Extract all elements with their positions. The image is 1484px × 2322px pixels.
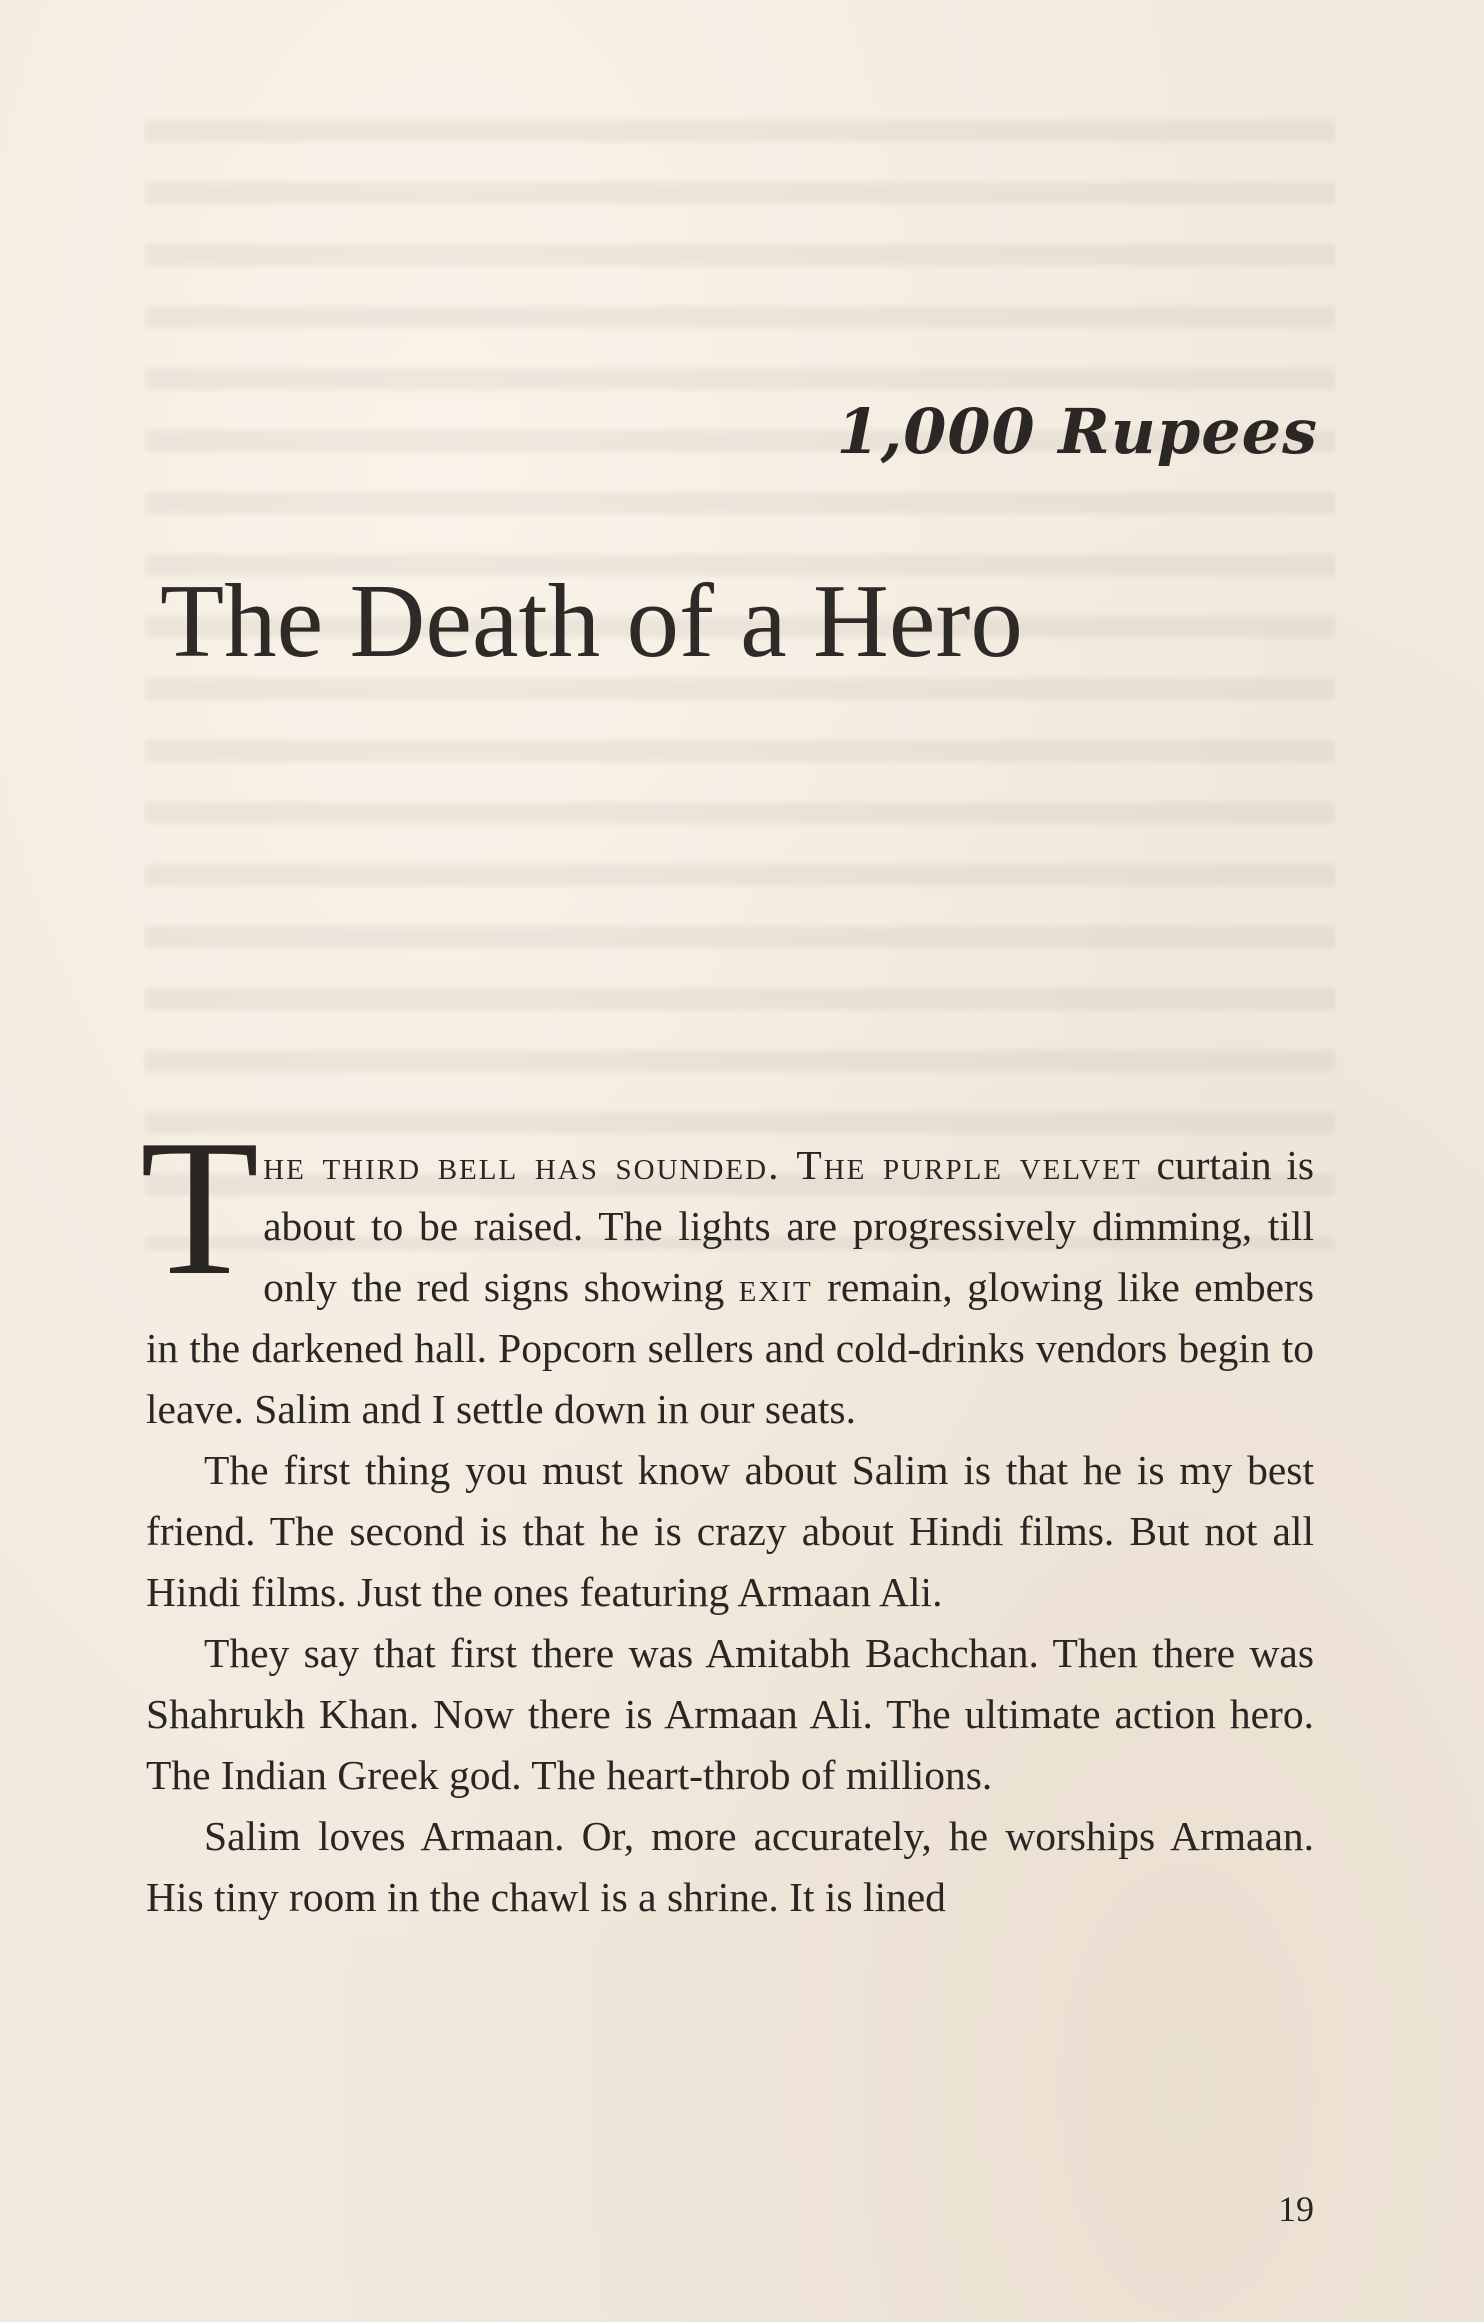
chapter-title: 1,000 Rupees — [836, 395, 1318, 468]
body-paragraph: They say that first there was Amitabh Bachchan. Then there was Shahrukh Khan. Now there is Armaan Ali. The ultimate action hero. The Indian Greek god. The heart-throb of millions. — [146, 1630, 1314, 1798]
opening-smallcaps: he third bell has sounded. The purple velvet — [263, 1142, 1142, 1188]
opening-text-end: remain, glowing like embers in the darkened hall. Popcorn sellers and cold-drinks vendors begin to leave. Salim and I settle down in our seats. — [146, 1264, 1314, 1432]
body-paragraph: Salim loves Armaan. Or, more accurately, he worships Armaan. His tiny room in the chawl is a shrine. It is lined — [146, 1813, 1314, 1920]
drop-cap: T — [140, 1100, 260, 1316]
section-title: The Death of a Hero — [160, 562, 1023, 679]
body-text — [140, 1100, 1315, 1928]
body-paragraph: The first thing you must know about Salim is that he is my best friend. The second is that he is crazy about Hindi films. But not all Hindi films. Just the ones featuring Armaan Ali. — [146, 1447, 1314, 1615]
bleed-through-texture — [145, 120, 1335, 1250]
exit-sign-word: exit — [738, 1264, 813, 1310]
page-number: 19 — [1278, 2189, 1314, 2229]
opening-paragraph — [140, 1100, 1315, 1440]
opening-text: curtain is about to be raised. The lights are progressively dimming, till only the red signs showing — [263, 1142, 1315, 1310]
